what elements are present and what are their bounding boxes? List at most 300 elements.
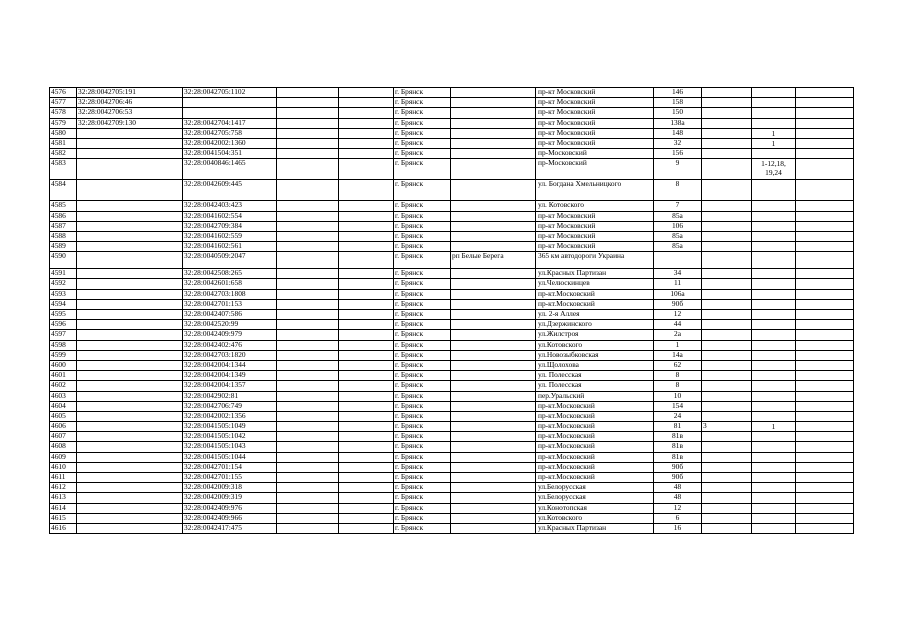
cell-empty-5 — [339, 330, 394, 340]
cell-extra-11 — [752, 371, 796, 381]
cell-empty-12 — [796, 473, 854, 483]
locality-cell — [451, 350, 536, 360]
table-row — [50, 483, 854, 493]
cell-extra-10 — [702, 201, 752, 211]
table-row — [50, 411, 854, 421]
city-cell: г. Брянск — [394, 88, 451, 98]
cell-empty-12 — [796, 310, 854, 320]
cell-empty-12 — [796, 503, 854, 513]
cell-empty-12 — [796, 391, 854, 401]
cell-extra-11 — [752, 149, 796, 159]
cell-extra-10 — [702, 159, 752, 180]
cell-extra-10 — [702, 452, 752, 462]
house-number-cell: 148 — [654, 128, 702, 138]
cell-empty-4 — [277, 289, 339, 299]
cadastral-number-secondary: 32:28:0042409:966 — [183, 513, 277, 523]
street-cell: пр-кт Московский — [536, 88, 654, 98]
house-number-cell: 32 — [654, 138, 702, 148]
cadastral-number-secondary: 32:28:0042701:155 — [183, 473, 277, 483]
house-number-cell: 81в — [654, 432, 702, 442]
cell-extra-11 — [752, 432, 796, 442]
cell-extra-10 — [702, 483, 752, 493]
cadastral-number-primary — [77, 473, 183, 483]
cadastral-number-secondary: 32:28:0042705:758 — [183, 128, 277, 138]
cell-empty-4 — [277, 330, 339, 340]
cell-extra-10 — [702, 149, 752, 159]
street-cell: пр-кт.Московский — [536, 432, 654, 442]
cell-empty-5 — [339, 503, 394, 513]
city-cell: г. Брянск — [394, 452, 451, 462]
cadastral-number-primary — [77, 452, 183, 462]
locality-cell — [451, 149, 536, 159]
cell-extra-11 — [752, 98, 796, 108]
row-number: 4599 — [50, 350, 77, 360]
cell-empty-4 — [277, 201, 339, 211]
locality-cell — [451, 523, 536, 533]
cell-extra-10 — [702, 513, 752, 523]
city-cell: г. Брянск — [394, 473, 451, 483]
cadastral-number-primary — [77, 211, 183, 221]
cadastral-number-secondary: 32:28:0042704:1417 — [183, 118, 277, 128]
city-cell: г. Брянск — [394, 299, 451, 309]
cell-extra-10 — [702, 180, 752, 201]
house-number-cell: 62 — [654, 360, 702, 370]
cell-extra-11 — [752, 473, 796, 483]
locality-cell — [451, 108, 536, 118]
locality-cell — [451, 422, 536, 432]
table-row — [50, 340, 854, 350]
city-cell: г. Брянск — [394, 149, 451, 159]
cell-empty-4 — [277, 118, 339, 128]
cell-extra-11 — [752, 320, 796, 330]
house-number-cell: 90б — [654, 299, 702, 309]
cell-empty-5 — [339, 252, 394, 269]
row-number: 4608 — [50, 442, 77, 452]
cell-extra-11 — [752, 269, 796, 279]
cell-empty-12 — [796, 340, 854, 350]
cadastral-number-primary — [77, 242, 183, 252]
row-number: 4607 — [50, 432, 77, 442]
cell-extra-10 — [702, 269, 752, 279]
cell-extra-10 — [702, 432, 752, 442]
cadastral-number-primary: 32:28:0042705:191 — [77, 88, 183, 98]
cadastral-number-primary — [77, 231, 183, 241]
cell-empty-4 — [277, 503, 339, 513]
city-cell: г. Брянск — [394, 320, 451, 330]
cell-empty-4 — [277, 138, 339, 148]
cell-empty-5 — [339, 411, 394, 421]
street-cell: пр-кт Московский — [536, 231, 654, 241]
row-number: 4611 — [50, 473, 77, 483]
cell-empty-4 — [277, 149, 339, 159]
cadastral-number-primary — [77, 320, 183, 330]
cadastral-number-primary — [77, 330, 183, 340]
cell-empty-12 — [796, 149, 854, 159]
locality-cell — [451, 360, 536, 370]
street-cell: пр-кт Московский — [536, 98, 654, 108]
table-row — [50, 269, 854, 279]
cell-empty-4 — [277, 432, 339, 442]
cell-empty-12 — [796, 128, 854, 138]
cadastral-number-primary — [77, 252, 183, 269]
house-number-cell: 106а — [654, 289, 702, 299]
cell-empty-5 — [339, 401, 394, 411]
city-cell: г. Брянск — [394, 252, 451, 269]
locality-cell — [451, 201, 536, 211]
house-number-cell: 34 — [654, 269, 702, 279]
cadastral-number-primary: 32:28:0042709:130 — [77, 118, 183, 128]
cell-extra-11 — [752, 108, 796, 118]
city-cell: г. Брянск — [394, 391, 451, 401]
cell-empty-4 — [277, 442, 339, 452]
cell-empty-12 — [796, 523, 854, 533]
cadastral-number-secondary: 32:28:0040846:1465 — [183, 159, 277, 180]
house-number-cell: 12 — [654, 310, 702, 320]
cell-extra-10 — [702, 391, 752, 401]
row-number: 4585 — [50, 201, 77, 211]
locality-cell — [451, 98, 536, 108]
cadastral-number-secondary: 32:28:0042709:384 — [183, 221, 277, 231]
cell-extra-11 — [752, 483, 796, 493]
cell-empty-4 — [277, 108, 339, 118]
house-number-cell: 9 — [654, 159, 702, 180]
city-cell: г. Брянск — [394, 462, 451, 472]
cell-extra-11 — [752, 381, 796, 391]
house-number-cell: 16 — [654, 523, 702, 533]
cell-extra-10: 3 — [702, 422, 752, 432]
cell-extra-11 — [752, 360, 796, 370]
cell-extra-10 — [702, 242, 752, 252]
row-number: 4602 — [50, 381, 77, 391]
row-number: 4604 — [50, 401, 77, 411]
city-cell: г. Брянск — [394, 118, 451, 128]
row-number: 4578 — [50, 108, 77, 118]
house-number-cell: 85а — [654, 211, 702, 221]
street-cell: пр-кт.Московский — [536, 442, 654, 452]
street-cell: ул.Красных Партизан — [536, 523, 654, 533]
cell-empty-12 — [796, 320, 854, 330]
house-number-cell: 8 — [654, 381, 702, 391]
cell-extra-11 — [752, 88, 796, 98]
city-cell: г. Брянск — [394, 180, 451, 201]
cell-empty-12 — [796, 350, 854, 360]
cell-extra-11 — [752, 462, 796, 472]
table-row — [50, 231, 854, 241]
cell-empty-12 — [796, 381, 854, 391]
locality-cell — [451, 371, 536, 381]
row-number: 4576 — [50, 88, 77, 98]
cadastral-number-secondary: 32:28:0040509:2047 — [183, 252, 277, 269]
cell-empty-5 — [339, 350, 394, 360]
table-row — [50, 180, 854, 201]
cadastral-number-secondary: 32:28:0042409:979 — [183, 330, 277, 340]
row-number: 4613 — [50, 493, 77, 503]
row-number: 4605 — [50, 411, 77, 421]
house-number-cell: 48 — [654, 483, 702, 493]
street-cell: пр-кт Московский — [536, 118, 654, 128]
cell-extra-10 — [702, 118, 752, 128]
cadastral-number-secondary: 32:28:0042004:1357 — [183, 381, 277, 391]
street-cell: пр-Московский — [536, 149, 654, 159]
table-row — [50, 221, 854, 231]
cell-extra-10 — [702, 503, 752, 513]
house-number-cell: 12 — [654, 503, 702, 513]
house-number-cell: 106 — [654, 221, 702, 231]
cell-empty-4 — [277, 401, 339, 411]
cell-extra-10 — [702, 310, 752, 320]
street-cell: ул.Красных Партизан — [536, 269, 654, 279]
house-number-cell: 85а — [654, 231, 702, 241]
cell-empty-4 — [277, 422, 339, 432]
cadastral-number-secondary: 32:28:0041505:1042 — [183, 432, 277, 442]
table-row — [50, 211, 854, 221]
cell-empty-4 — [277, 252, 339, 269]
cell-extra-11 — [752, 330, 796, 340]
locality-cell — [451, 503, 536, 513]
cell-empty-5 — [339, 242, 394, 252]
cell-extra-11 — [752, 180, 796, 201]
cadastral-number-secondary: 32:28:0042609:445 — [183, 180, 277, 201]
cadastral-number-secondary: 32:28:0042409:976 — [183, 503, 277, 513]
cell-extra-11 — [752, 279, 796, 289]
cell-empty-4 — [277, 340, 339, 350]
cell-empty-4 — [277, 310, 339, 320]
cell-empty-4 — [277, 493, 339, 503]
cell-extra-11 — [752, 391, 796, 401]
street-cell: пр-кт Московский — [536, 242, 654, 252]
cell-extra-11 — [752, 493, 796, 503]
row-number: 4615 — [50, 513, 77, 523]
row-number: 4577 — [50, 98, 77, 108]
row-number: 4597 — [50, 330, 77, 340]
table-row — [50, 108, 854, 118]
street-cell: пр-кт Московский — [536, 128, 654, 138]
cell-extra-11 — [752, 211, 796, 221]
cell-empty-4 — [277, 350, 339, 360]
table-row — [50, 473, 854, 483]
table-row — [50, 513, 854, 523]
city-cell: г. Брянск — [394, 242, 451, 252]
cell-extra-10 — [702, 289, 752, 299]
house-number-cell: 150 — [654, 108, 702, 118]
row-number: 4589 — [50, 242, 77, 252]
city-cell: г. Брянск — [394, 128, 451, 138]
cell-empty-5 — [339, 452, 394, 462]
cell-extra-11 — [752, 523, 796, 533]
table-row — [50, 360, 854, 370]
locality-cell — [451, 279, 536, 289]
cell-empty-12 — [796, 98, 854, 108]
city-cell: г. Брянск — [394, 279, 451, 289]
table-row — [50, 503, 854, 513]
cadastral-number-primary: 32:28:0042706:46 — [77, 98, 183, 108]
cell-extra-10 — [702, 473, 752, 483]
cadastral-number-secondary: 32:28:0042520:99 — [183, 320, 277, 330]
cell-empty-12 — [796, 289, 854, 299]
locality-cell — [451, 411, 536, 421]
cell-empty-4 — [277, 231, 339, 241]
cadastral-number-secondary: 32:28:0042004:1349 — [183, 371, 277, 381]
locality-cell — [451, 381, 536, 391]
street-cell: ул.Новозыбковская — [536, 350, 654, 360]
locality-cell — [451, 462, 536, 472]
row-number: 4614 — [50, 503, 77, 513]
row-number: 4580 — [50, 128, 77, 138]
street-cell: пр-Московский — [536, 159, 654, 180]
cell-extra-10 — [702, 381, 752, 391]
table-row — [50, 138, 854, 148]
cell-extra-10 — [702, 320, 752, 330]
city-cell: г. Брянск — [394, 211, 451, 221]
cadastral-number-primary — [77, 462, 183, 472]
locality-cell — [451, 391, 536, 401]
row-number: 4588 — [50, 231, 77, 241]
cell-empty-5 — [339, 211, 394, 221]
cell-empty-12 — [796, 401, 854, 411]
table-row — [50, 128, 854, 138]
cell-empty-12 — [796, 432, 854, 442]
locality-cell — [451, 340, 536, 350]
city-cell: г. Брянск — [394, 201, 451, 211]
house-number-cell: 6 — [654, 513, 702, 523]
locality-cell — [451, 88, 536, 98]
cadastral-number-secondary: 32:28:0042402:476 — [183, 340, 277, 350]
house-number-cell: 44 — [654, 320, 702, 330]
cadastral-number-primary — [77, 128, 183, 138]
row-number: 4594 — [50, 299, 77, 309]
street-cell: пр-кт.Московский — [536, 473, 654, 483]
cell-extra-10 — [702, 128, 752, 138]
city-cell: г. Брянск — [394, 98, 451, 108]
cell-empty-12 — [796, 159, 854, 180]
cell-empty-12 — [796, 279, 854, 289]
cell-empty-5 — [339, 493, 394, 503]
cell-empty-4 — [277, 473, 339, 483]
city-cell: г. Брянск — [394, 401, 451, 411]
row-number: 4595 — [50, 310, 77, 320]
registry-table-body — [50, 88, 854, 534]
city-cell: г. Брянск — [394, 381, 451, 391]
city-cell: г. Брянск — [394, 513, 451, 523]
locality-cell — [451, 180, 536, 201]
cell-extra-11 — [752, 310, 796, 320]
cell-empty-12 — [796, 513, 854, 523]
street-cell: пр-кт.Московский — [536, 411, 654, 421]
cadastral-number-secondary — [183, 98, 277, 108]
house-number-cell: 8 — [654, 180, 702, 201]
city-cell: г. Брянск — [394, 231, 451, 241]
city-cell: г. Брянск — [394, 340, 451, 350]
cell-empty-5 — [339, 138, 394, 148]
house-number-cell: 81 — [654, 422, 702, 432]
locality-cell — [451, 118, 536, 128]
cadastral-number-primary — [77, 523, 183, 533]
cell-extra-10 — [702, 138, 752, 148]
cadastral-number-secondary: 32:28:0042902:81 — [183, 391, 277, 401]
cadastral-number-primary — [77, 201, 183, 211]
cadastral-number-primary — [77, 149, 183, 159]
table-row — [50, 118, 854, 128]
house-number-cell: 85а — [654, 242, 702, 252]
cell-empty-5 — [339, 149, 394, 159]
street-cell: пр-кт Московский — [536, 211, 654, 221]
street-cell: пр-кт Московский — [536, 138, 654, 148]
cell-empty-4 — [277, 320, 339, 330]
locality-cell — [451, 442, 536, 452]
row-number: 4610 — [50, 462, 77, 472]
cadastral-number-primary — [77, 503, 183, 513]
cell-empty-12 — [796, 108, 854, 118]
table-row — [50, 401, 854, 411]
row-number: 4591 — [50, 269, 77, 279]
cadastral-number-primary — [77, 401, 183, 411]
locality-cell — [451, 401, 536, 411]
row-number: 4609 — [50, 452, 77, 462]
table-row — [50, 330, 854, 340]
cadastral-number-primary — [77, 483, 183, 493]
cell-empty-4 — [277, 371, 339, 381]
table-row — [50, 381, 854, 391]
table-row — [50, 432, 854, 442]
cell-empty-5 — [339, 159, 394, 180]
locality-cell — [451, 269, 536, 279]
cadastral-number-primary — [77, 138, 183, 148]
cadastral-number-primary — [77, 279, 183, 289]
cadastral-number-secondary: 32:28:0041602:561 — [183, 242, 277, 252]
cell-empty-12 — [796, 211, 854, 221]
cadastral-number-primary — [77, 310, 183, 320]
cell-empty-5 — [339, 513, 394, 523]
locality-cell — [451, 211, 536, 221]
cell-empty-12 — [796, 252, 854, 269]
table-row — [50, 442, 854, 452]
cell-extra-11 — [752, 231, 796, 241]
table-row — [50, 289, 854, 299]
row-number: 4612 — [50, 483, 77, 493]
cadastral-number-secondary: 32:28:0042701:153 — [183, 299, 277, 309]
cell-empty-12 — [796, 231, 854, 241]
cadastral-number-primary — [77, 221, 183, 231]
cell-empty-4 — [277, 411, 339, 421]
cell-empty-12 — [796, 330, 854, 340]
registry-table — [49, 87, 854, 534]
street-cell: ул.Котовского — [536, 513, 654, 523]
cell-empty-12 — [796, 452, 854, 462]
cell-empty-5 — [339, 360, 394, 370]
table-row — [50, 422, 854, 432]
cell-extra-10 — [702, 350, 752, 360]
cadastral-number-secondary: 32:28:0042601:658 — [183, 279, 277, 289]
city-cell: г. Брянск — [394, 350, 451, 360]
cadastral-number-primary — [77, 180, 183, 201]
cell-empty-4 — [277, 452, 339, 462]
cadastral-number-secondary: 32:28:0042508:265 — [183, 269, 277, 279]
city-cell: г. Брянск — [394, 493, 451, 503]
street-cell: ул.Котовского — [536, 340, 654, 350]
cadastral-number-secondary: 32:28:0042002:1356 — [183, 411, 277, 421]
cell-extra-10 — [702, 462, 752, 472]
city-cell: г. Брянск — [394, 269, 451, 279]
cell-empty-5 — [339, 432, 394, 442]
cell-empty-4 — [277, 513, 339, 523]
street-cell: пр-кт Московский — [536, 221, 654, 231]
row-number: 4582 — [50, 149, 77, 159]
cell-empty-5 — [339, 340, 394, 350]
cell-extra-10 — [702, 88, 752, 98]
cell-extra-10 — [702, 221, 752, 231]
cell-extra-11 — [752, 289, 796, 299]
cell-empty-12 — [796, 138, 854, 148]
